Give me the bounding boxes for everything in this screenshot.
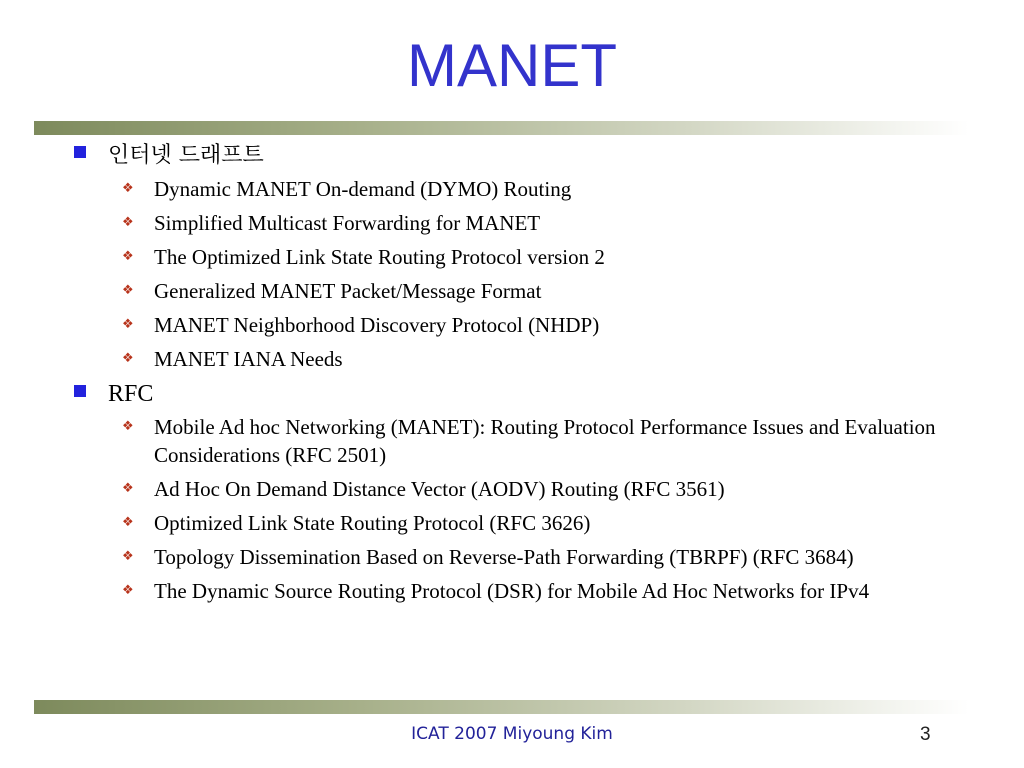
diamond-bullet-icon: ❖ (122, 283, 134, 298)
slide-title: MANET (407, 32, 617, 99)
section-internet-drafts (70, 140, 960, 171)
list-item (70, 577, 960, 605)
list-item (70, 311, 960, 339)
slide-content (70, 140, 960, 611)
list-item-text: The Dynamic Source Routing Protocol (DSR) for Mobile Ad Hoc Networks for IPv4 (154, 579, 870, 603)
section-rfc (70, 379, 960, 409)
diamond-bullet-icon: ❖ (122, 181, 134, 196)
list-item (70, 277, 960, 305)
diamond-bullet-icon: ❖ (122, 419, 134, 434)
list-item-text: Topology Dissemination Based on Reverse-Path Forwarding (TBRPF) (RFC 3684) (154, 545, 854, 569)
diamond-bullet-icon: ❖ (122, 515, 134, 530)
list-item-text: Simplified Multicast Forwarding for MANET (154, 211, 541, 235)
list-item-text: The Optimized Link State Routing Protocol version 2 (154, 245, 605, 269)
list-item (70, 413, 960, 469)
list-item (70, 175, 960, 203)
list-item-text: Generalized MANET Packet/Message Format (154, 279, 542, 303)
list-item (70, 243, 960, 271)
list-item (70, 543, 960, 571)
top-divider (34, 121, 969, 135)
section-heading: 인터넷 드래프트 (108, 143, 264, 168)
draft-list (70, 175, 960, 373)
square-bullet-icon (74, 385, 86, 397)
list-item (70, 209, 960, 237)
list-item (70, 509, 960, 537)
list-item (70, 475, 960, 503)
diamond-bullet-icon: ❖ (122, 215, 134, 230)
diamond-bullet-icon: ❖ (122, 481, 134, 496)
list-item-text: Optimized Link State Routing Protocol (RFC 3626) (154, 511, 591, 535)
list-item-text: Mobile Ad hoc Networking (MANET): Routing Protocol Performance Issues and Evaluation Considerations (RFC 2501) (154, 415, 936, 467)
list-item-text: MANET IANA Needs (154, 347, 343, 371)
footer-text: ICAT 2007 Miyoung Kim (411, 724, 613, 744)
diamond-bullet-icon: ❖ (122, 249, 134, 264)
list-item-text: Dynamic MANET On-demand (DYMO) Routing (154, 177, 572, 201)
square-bullet-icon (74, 146, 86, 158)
section-heading: RFC (108, 381, 154, 407)
diamond-bullet-icon: ❖ (122, 317, 134, 332)
list-item (70, 345, 960, 373)
diamond-bullet-icon: ❖ (122, 351, 134, 366)
rfc-list (70, 413, 960, 605)
diamond-bullet-icon: ❖ (122, 549, 134, 564)
page-number: 3 (920, 724, 931, 745)
bottom-divider (34, 700, 969, 714)
list-item-text: MANET Neighborhood Discovery Protocol (NHDP) (154, 313, 600, 337)
list-item-text: Ad Hoc On Demand Distance Vector (AODV) Routing (RFC 3561) (154, 477, 725, 501)
diamond-bullet-icon: ❖ (122, 583, 134, 598)
